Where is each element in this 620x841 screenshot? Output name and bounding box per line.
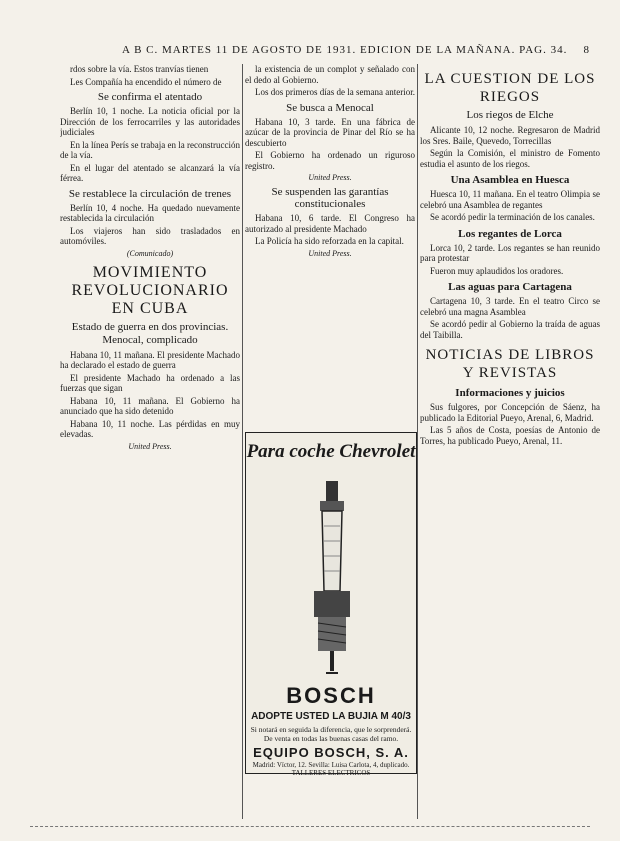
paragraph: Se acordó pedir la terminación de los canales. xyxy=(430,212,595,222)
headline: Se busca a Menocal xyxy=(286,101,374,114)
paragraph: Habana 10, 11 mañana. El presidente Machado ha declarado el estado de guerra xyxy=(60,349,240,370)
headline: Una Asamblea en Huesca xyxy=(450,174,570,186)
signature: United Press. xyxy=(308,248,352,258)
paragraph: rdos sobre la vía. Estos tranvías tienen xyxy=(70,64,209,74)
headline: Se confirma el atentado xyxy=(97,91,203,103)
header-text: A B C. MARTES 11 DE AGOSTO DE 1931. EDICION DE LA MAÑANA. PAG. 34. xyxy=(122,44,568,56)
paragraph: Habana 10, 6 tarde. El Congreso ha autorizado al presidente Machado xyxy=(245,213,415,234)
paragraph: la existencia de un complot y señalado con el dedo al Gobierno. xyxy=(245,64,415,85)
paragraph: En el lugar del atentado se alcanzará la vía férrea. xyxy=(60,162,240,183)
ad-cta: ADOPTE USTED LA BUJIA M 40/3 xyxy=(251,711,411,722)
headline-main: NOTICIAS DE LIBROS Y REVISTAS xyxy=(425,347,595,381)
paragraph: Lorca 10, 2 tarde. Los regantes se han reunido para protestar xyxy=(420,242,600,263)
paragraph: El Gobierno ha ordenado un riguroso registro. xyxy=(245,150,415,171)
signature: (Comunicado) xyxy=(126,248,174,258)
column-rule xyxy=(242,64,243,819)
paragraph: Fueron muy aplaudidos los oradores. xyxy=(430,265,564,276)
column-rule xyxy=(417,64,418,819)
subheadline: Los riegos de Elche xyxy=(466,109,554,121)
page-number: 8 xyxy=(583,44,590,56)
ad-address: Madrid: Víctor, 12. Sevilla: Luisa Carlota, 4, duplicado. TALLERES ELECTRICOS xyxy=(252,761,410,777)
paragraph: Berlín 10, 1 noche. La noticia oficial por la Dirección de los ferrocarriles y las autoridades judiciales xyxy=(60,106,240,137)
paragraph: La Policía ha sido reforzada en la capital. xyxy=(255,236,404,246)
paragraph: Los viajeros han sido trasladados en automóviles. xyxy=(60,225,240,246)
paragraph: Las 5 años de Costa, poesías de Antonio de Torres, ha publicado Pueyo, Arenal, 11. xyxy=(420,425,600,446)
headline-main: LA CUESTION DE LOS RIEGOS xyxy=(424,71,596,105)
paragraph: Habana 10, 11 noche. Las pérdidas en muy elevadas. xyxy=(60,418,240,439)
signature: United Press. xyxy=(128,441,172,451)
headline: Se suspenden las garantías constitucionales xyxy=(271,186,389,210)
page-header xyxy=(122,44,590,58)
column-1 xyxy=(60,64,240,819)
paragraph: Los dos primeros días de la semana anterior. xyxy=(255,87,415,97)
signature: United Press. xyxy=(308,173,352,182)
paragraph: Berlín 10, 4 noche. Ha quedado nuevamente restablecida la circulación xyxy=(60,202,240,223)
page-bottom-rule xyxy=(30,826,590,835)
subheadline: Informaciones y juicios xyxy=(455,387,565,399)
ad-brand: BOSCH xyxy=(286,683,376,708)
bosch-advertisement xyxy=(245,432,417,777)
paragraph: Según la Comisión, el ministro de Fomento estudia el asunto de los riegos. xyxy=(420,148,600,169)
headline: Las aguas para Cartagena xyxy=(448,281,572,293)
paragraph: El presidente Machado ha ordenado a las fuerzas que sigan xyxy=(60,372,240,393)
paragraph: Alicante 10, 12 noche. Regresaron de Madrid los Sres. Baile, Quevedo, Torrecillas xyxy=(420,125,600,146)
paragraph: Huesca 10, 11 mañana. En el teatro Olimpia se celebró una Asamblea de regantes xyxy=(420,189,600,210)
column-3 xyxy=(420,64,600,819)
ad-company: EQUIPO BOSCH, S. A. xyxy=(253,745,409,760)
paragraph: En la línea Perís se trabaja en la reconstrucción de la vía. xyxy=(60,139,240,160)
ad-fine-print: Si notará en seguida la diferencia, que le sorprenderá. De venta en todas las buenas casas del ramo. xyxy=(250,725,412,743)
paragraph: Habana 10, 3 tarde. En una fábrica de azúcar de la provincia de Pinar del Río se ha descubierto xyxy=(245,116,415,148)
paragraph: Se acordó pedir al Gobierno la traída de aguas del Taibilla. xyxy=(420,319,600,340)
column-2 xyxy=(245,64,415,426)
paragraph: Sus fulgores, por Concepción de Sáenz, ha publicado la Editorial Pueyo, Arenal, 6, Madrid. xyxy=(420,402,600,423)
headline-main: MOVIMIENTO REVOLUCIONARIO EN CUBA xyxy=(71,263,229,317)
paragraph: Habana 10, 11 mañana. El Gobierno ha anunciado que ha sido detenido xyxy=(60,395,240,416)
paragraph: Les Compañía ha encendido el número de xyxy=(70,76,222,87)
paragraph: Cartagena 10, 3 tarde. En el teatro Circo se celebró una magna Asamblea xyxy=(420,296,600,317)
ad-headline: Para coche Chevrolet xyxy=(246,441,416,462)
headline: Los regantes de Lorca xyxy=(458,227,562,240)
subheadline: Estado de guerra en dos provincias. Menocal, complicado xyxy=(71,320,229,346)
spark-plug-illustration xyxy=(306,481,358,681)
headline: Se restablece la circulación de trenes xyxy=(68,187,232,200)
